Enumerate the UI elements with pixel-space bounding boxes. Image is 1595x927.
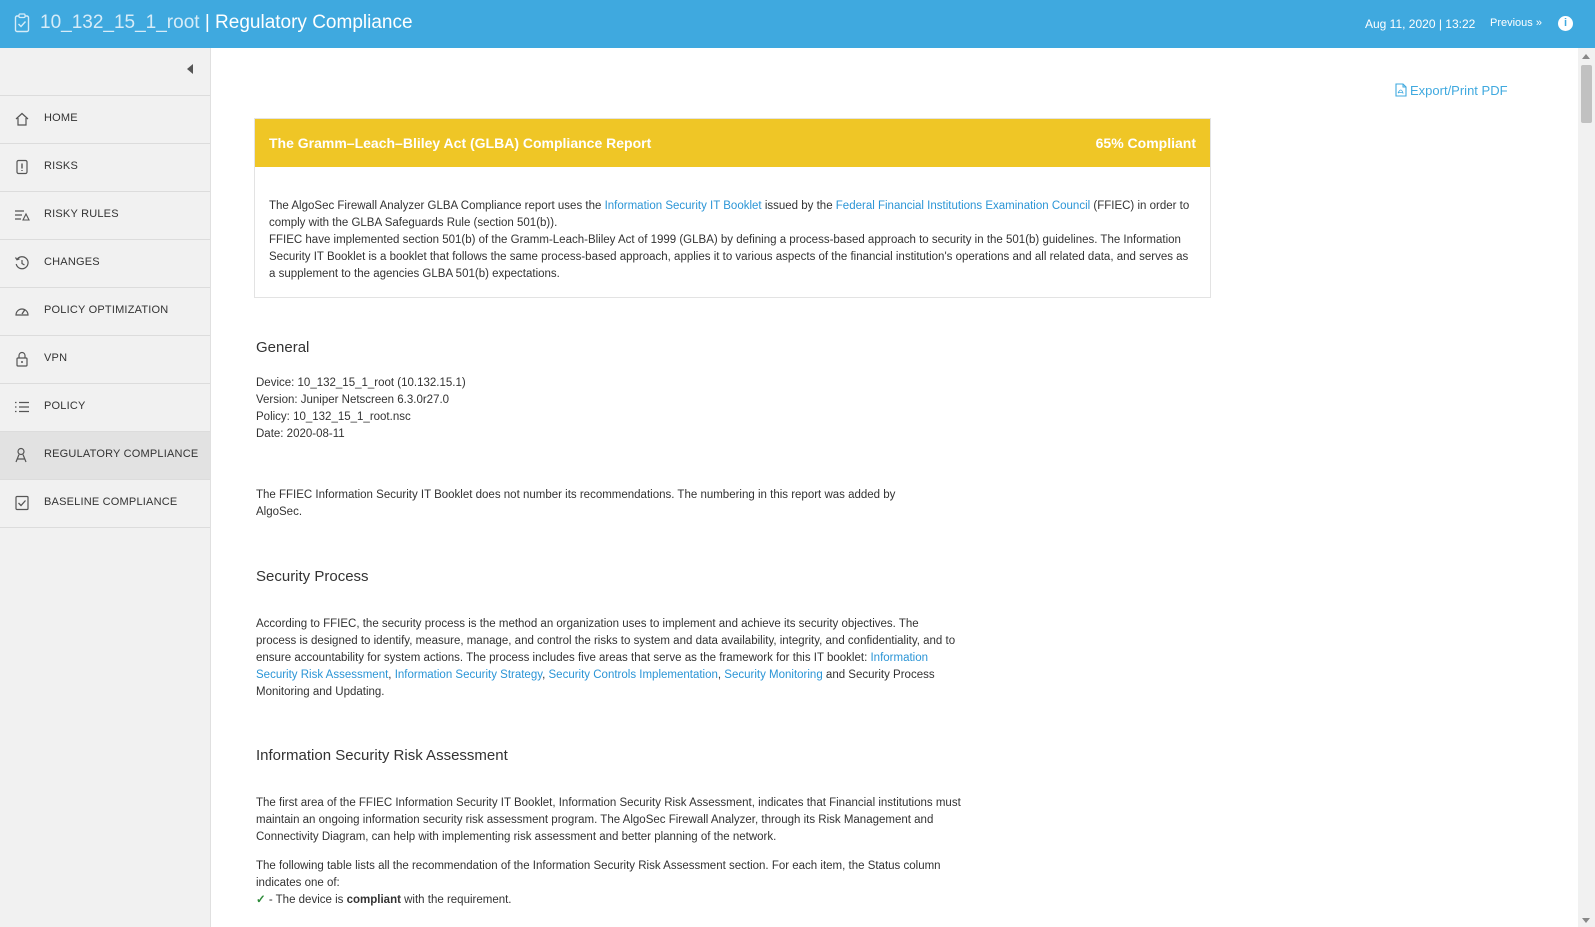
- double-chevron-right-icon: »: [1535, 17, 1542, 29]
- sidebar: [0, 48, 211, 927]
- vertical-scrollbar[interactable]: [1578, 48, 1595, 927]
- checklist-icon: [14, 495, 30, 511]
- title-separator: |: [199, 12, 216, 33]
- legend-text: with the requirement.: [400, 894, 512, 906]
- compliance-score: 65% Compliant: [1095, 135, 1196, 151]
- controls-implementation-link[interactable]: Security Controls Implementation: [548, 669, 718, 681]
- date-line: Date: 2020-08-11: [256, 428, 345, 440]
- lock-icon: [14, 351, 30, 367]
- sidebar-item-vpn[interactable]: [0, 336, 210, 384]
- pdf-file-icon: [1395, 83, 1407, 97]
- risk-assessment-link[interactable]: Information Security Risk Assessment: [256, 652, 929, 681]
- intro-text: The AlgoSec Firewall Analyzer GLBA Compliance report uses the: [269, 200, 605, 212]
- collapse-sidebar-icon[interactable]: [187, 64, 193, 74]
- report-title: The Gramm–Leach–Bliley Act (GLBA) Compliance Report: [269, 135, 652, 151]
- report-content: [211, 48, 1578, 927]
- scroll-down-icon[interactable]: [1582, 918, 1590, 923]
- general-details: [256, 375, 961, 443]
- risky-rules-icon: [14, 207, 30, 223]
- export-label: Export/Print PDF: [1410, 83, 1508, 98]
- compliance-icon: [14, 447, 30, 463]
- risk-assessment-paragraph: The first area of the FFIEC Information Security IT Booklet, Information Security Risk Assessment, indicates that Financial institutions must maintain an ongoing information security risk assessment program. The AlgoSec Firewall Analyzer, through its Risk Management and Connectivity Diagram, can help with implementing risk assessment and better planning of the network.: [256, 797, 961, 843]
- security-process-body: According to FFIEC, the security process is the method an organization uses to implement and achieve its security objectives. The process is designed to identify, measure, manage, and control the risks to system and data availability, integrity, and confidentiality, and to ensure accountability for system actions. The process includes five areas that serve as the framework for this IT booklet:: [256, 618, 956, 664]
- report-intro: [255, 167, 1210, 283]
- sidebar-item-baseline-compliance[interactable]: [0, 480, 210, 528]
- gauge-icon: [14, 303, 30, 319]
- comma: ,: [717, 669, 725, 681]
- home-icon: [14, 111, 30, 127]
- policy-line: Policy: 10_132_15_1_root.nsc: [256, 411, 411, 423]
- list-icon: [14, 399, 30, 415]
- sidebar-item-label: POLICY OPTIMIZATION: [44, 304, 169, 316]
- legend-bold: compliant: [346, 894, 401, 906]
- sidebar-item-policy-optimization[interactable]: [0, 288, 210, 336]
- sidebar-item-risky-rules[interactable]: [0, 192, 210, 240]
- checkmark-icon: ✓: [256, 894, 266, 906]
- export-pdf-link[interactable]: [1395, 83, 1508, 98]
- comma: ,: [388, 669, 395, 681]
- sidebar-item-label: POLICY: [44, 400, 86, 412]
- section-title: Regulatory Compliance: [215, 12, 413, 33]
- security-process-text: [256, 616, 961, 701]
- device-line: Device: 10_132_15_1_root (10.132.15.1): [256, 377, 466, 389]
- legend-text: - The device is: [265, 894, 347, 906]
- report-summary-card: [254, 118, 1211, 298]
- version-line: Version: Juniper Netscreen 6.3.0r27.0: [256, 394, 450, 406]
- risk-assessment-heading: Information Security Risk Assessment: [256, 747, 508, 764]
- sidebar-item-home[interactable]: [0, 95, 210, 144]
- sidebar-item-label: HOME: [44, 112, 78, 124]
- scroll-thumb[interactable]: [1581, 65, 1592, 123]
- sidebar-nav: [0, 95, 210, 528]
- risk-assessment-text: [256, 795, 961, 909]
- sidebar-item-label: VPN: [44, 352, 68, 364]
- report-datetime: Aug 11, 2020 | 13:22: [1365, 17, 1476, 31]
- previous-label: Previous: [1490, 17, 1533, 29]
- sidebar-item-label: BASELINE COMPLIANCE: [44, 496, 178, 508]
- security-process-tail: and Security Process Monitoring and Updating.: [256, 669, 935, 698]
- history-icon: [14, 255, 30, 271]
- security-process-heading: Security Process: [256, 568, 369, 585]
- numbering-note: The FFIEC Information Security IT Booklet does not number its recommendations. The numbering in this report was added by AlgoSec.: [256, 489, 896, 518]
- intro-text: issued by the: [761, 200, 836, 212]
- info-icon[interactable]: i: [1558, 16, 1573, 31]
- intro-text: (FFIEC) in order to comply with the GLBA Safeguards Rule (section 501(b)).: [269, 200, 1190, 229]
- sidebar-item-risks[interactable]: [0, 144, 210, 192]
- intro-paragraph-2: FFIEC have implemented section 501(b) of the Gramm-Leach-Bliley Act of 1999 (GLBA) by defining a process-based approach to security in the 501(b) guidelines. The Information Security IT Booklet is a booklet that follows the same process-based approach, applies it to various aspects of the financial institution's operations and all related data, and serves as a supplement to the agencies GLBA 501(b) expectations.: [269, 234, 1189, 280]
- sidebar-item-regulatory-compliance[interactable]: [0, 432, 210, 480]
- sidebar-item-label: CHANGES: [44, 256, 100, 268]
- clipboard-icon: [14, 13, 30, 33]
- scroll-up-icon[interactable]: [1582, 54, 1590, 59]
- comma: ,: [542, 669, 549, 681]
- status-legend-compliant: [256, 892, 961, 909]
- sidebar-item-changes[interactable]: [0, 240, 210, 288]
- previous-button[interactable]: [1490, 17, 1542, 29]
- status-legend-intro: The following table lists all the recommendation of the Information Security Risk Assessment section. For each item, the Status column indicates one of:: [256, 860, 941, 889]
- page-title: [40, 12, 413, 34]
- security-strategy-link[interactable]: Information Security Strategy: [394, 669, 543, 681]
- sidebar-item-label: RISKS: [44, 160, 79, 172]
- general-heading: General: [256, 339, 310, 356]
- security-monitoring-link[interactable]: Security Monitoring: [724, 669, 823, 681]
- sidebar-item-label: RISKY RULES: [44, 208, 119, 220]
- report-banner: [255, 119, 1210, 167]
- device-name: 10_132_15_1_root: [40, 12, 200, 33]
- shield-alert-icon: [14, 159, 30, 175]
- it-booklet-link[interactable]: Information Security IT Booklet: [604, 200, 762, 212]
- sidebar-item-policy[interactable]: [0, 384, 210, 432]
- sidebar-item-label: REGULATORY COMPLIANCE: [44, 448, 199, 460]
- top-bar: [0, 0, 1595, 48]
- ffiec-link[interactable]: Federal Financial Institutions Examination Council: [835, 200, 1091, 212]
